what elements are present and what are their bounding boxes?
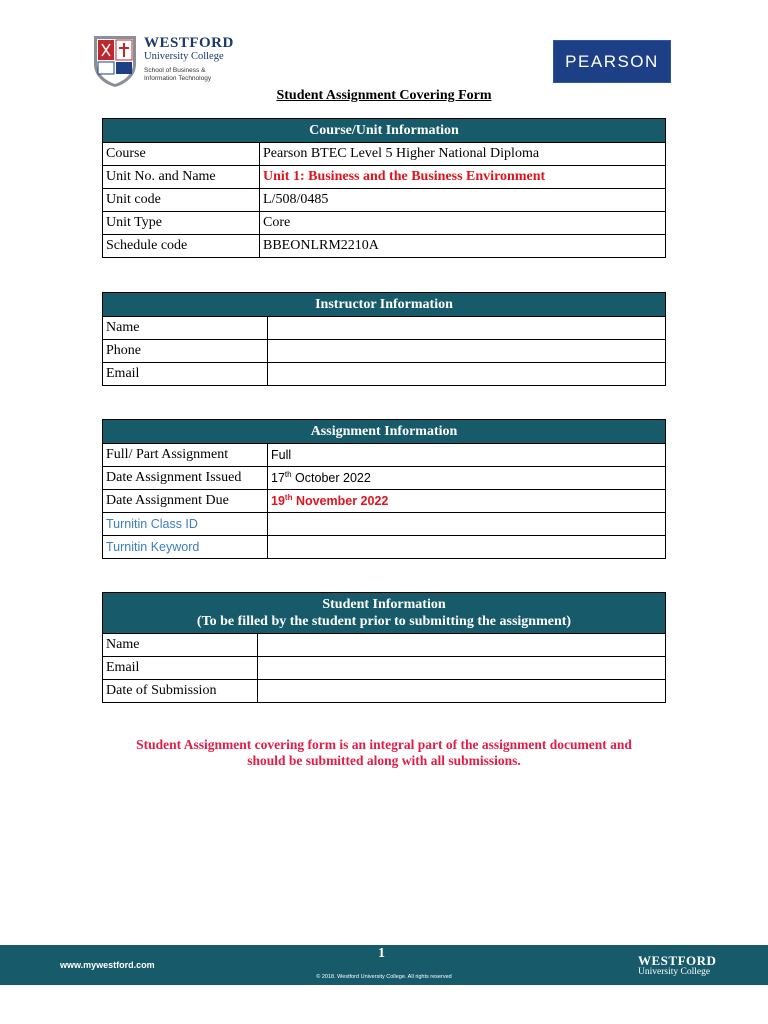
- row-value: Full: [268, 444, 666, 467]
- row-label: Full/ Part Assignment: [103, 444, 268, 467]
- instructor-email-field[interactable]: [268, 363, 666, 386]
- table-row: [103, 490, 666, 513]
- footer-logo-name: WESTFORD: [638, 953, 717, 968]
- table-row: [103, 143, 666, 166]
- table-row: [103, 317, 666, 340]
- submission-notice: [0, 737, 768, 769]
- instructor-phone-field[interactable]: [268, 340, 666, 363]
- row-value: Pearson BTEC Level 5 Higher National Diploma: [260, 143, 666, 166]
- table-heading: Course/Unit Information: [103, 119, 666, 143]
- westford-shield-icon: [92, 34, 138, 88]
- page-footer: [0, 945, 768, 985]
- table-row: [103, 444, 666, 467]
- turnitin-class-id-field[interactable]: [268, 513, 666, 536]
- due-month-year: November 2022: [292, 494, 389, 509]
- row-label: Date Assignment Due: [103, 490, 268, 513]
- student-table: [102, 592, 666, 703]
- table-row: [103, 634, 666, 657]
- course-unit-table: [102, 118, 666, 258]
- turnitin-keyword-label: Turnitin Keyword: [103, 536, 268, 559]
- student-name-field[interactable]: [258, 634, 666, 657]
- table-heading: [103, 593, 666, 634]
- table-row: [103, 363, 666, 386]
- table-heading: Assignment Information: [103, 420, 666, 444]
- student-email-field[interactable]: [258, 657, 666, 680]
- table-row: [103, 657, 666, 680]
- instructor-name-field[interactable]: [268, 317, 666, 340]
- due-day: 19: [271, 494, 285, 509]
- issue-day-suffix: th: [284, 470, 292, 480]
- logo-subtitle: University College: [144, 51, 224, 62]
- pearson-logo: PEARSON: [553, 40, 671, 83]
- table-row: [103, 212, 666, 235]
- page-title: Student Assignment Covering Form: [276, 88, 492, 103]
- table-row: [103, 467, 666, 490]
- table-row: [103, 235, 666, 258]
- row-label: Unit No. and Name: [103, 166, 260, 189]
- table-row: [103, 680, 666, 703]
- notice-line-1: Student Assignment covering form is an integral part of the assignment document and: [136, 737, 632, 752]
- page-number: 1: [378, 946, 385, 961]
- unit-name-value: Unit 1: Business and the Business Environment: [260, 166, 666, 189]
- copyright-text: © 2018. Westford University College. All rights reserved: [316, 974, 452, 980]
- turnitin-class-id-label: Turnitin Class ID: [103, 513, 268, 536]
- row-label: Phone: [103, 340, 268, 363]
- due-date-value: [268, 490, 666, 513]
- turnitin-keyword-field[interactable]: [268, 536, 666, 559]
- instructor-table: [102, 292, 666, 386]
- submission-date-field[interactable]: [258, 680, 666, 703]
- westford-logo: [92, 34, 242, 90]
- row-value: Core: [260, 212, 666, 235]
- table-heading: Instructor Information: [103, 293, 666, 317]
- due-day-suffix: th: [284, 493, 293, 503]
- row-label: Date Assignment Issued: [103, 467, 268, 490]
- table-row: [103, 513, 666, 536]
- student-subheading: (To be filled by the student prior to submitting the assignment): [196, 614, 572, 629]
- table-row: [103, 340, 666, 363]
- row-label: Name: [103, 317, 268, 340]
- student-heading: Student Information: [322, 597, 446, 612]
- row-value: BBEONLRM2210A: [260, 235, 666, 258]
- logo-school: School of Business & Information Technology: [144, 67, 212, 82]
- table-row: [103, 536, 666, 559]
- logo-name: WESTFORD: [144, 35, 234, 51]
- assignment-table: [102, 419, 666, 559]
- footer-logo-sub: University College: [638, 967, 711, 977]
- issue-day: 17: [271, 471, 285, 486]
- row-value: L/508/0485: [260, 189, 666, 212]
- row-label: Schedule code: [103, 235, 260, 258]
- row-label: Email: [103, 363, 268, 386]
- table-row: [103, 166, 666, 189]
- issue-date-value: [268, 467, 666, 490]
- issue-month-year: October 2022: [291, 471, 371, 486]
- row-label: Email: [103, 657, 258, 680]
- row-label: Unit code: [103, 189, 260, 212]
- footer-url-link[interactable]: www.mywestford.com: [60, 960, 155, 970]
- row-label: Name: [103, 634, 258, 657]
- row-label: Date of Submission: [103, 680, 258, 703]
- table-row: [103, 189, 666, 212]
- row-label: Unit Type: [103, 212, 260, 235]
- footer-logo: [638, 954, 716, 977]
- row-label: Course: [103, 143, 260, 166]
- notice-line-2: should be submitted along with all submissions.: [247, 753, 521, 768]
